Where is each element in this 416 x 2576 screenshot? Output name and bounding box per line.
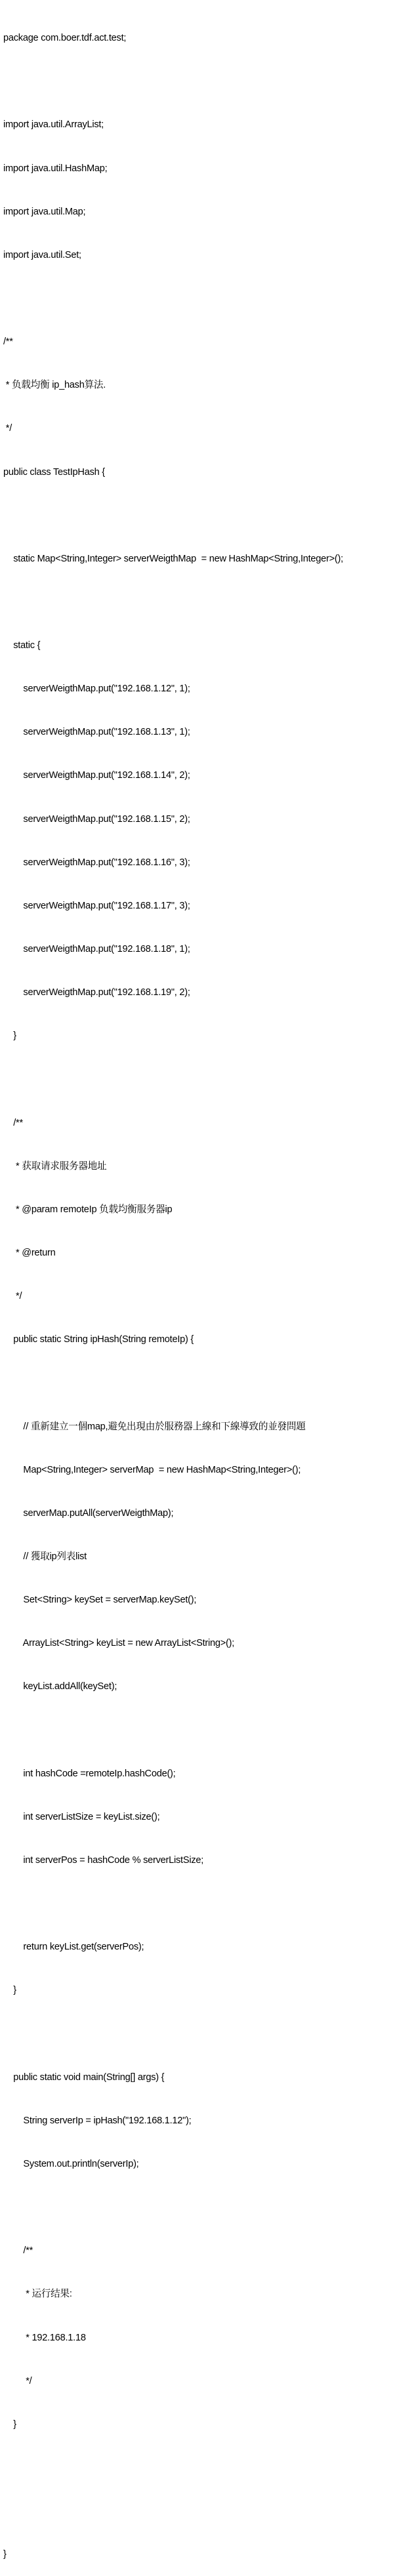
code-line: * 运行结果: (3, 2289, 72, 2300)
code-line (3, 74, 413, 89)
code-line: serverWeigthMap.put("192.168.1.16", 3); (3, 857, 190, 868)
code-line: } (3, 2419, 16, 2430)
code-line (3, 508, 413, 523)
code-line: static Map<String,Integer> serverWeigthMap = new HashMap<String,Integer>(); (3, 553, 343, 564)
code-line: * 负载均衡 ip_hash算法. (3, 380, 106, 391)
code-line: keyList.addAll(keySet); (3, 1681, 117, 1692)
code-line: public static String ipHash(String remoteIp) { (3, 1334, 194, 1345)
code-line: serverWeigthMap.put("192.168.1.18", 1); (3, 944, 190, 955)
code-line: * @return (3, 1248, 56, 1259)
code-line (3, 1376, 413, 1390)
code-line (3, 595, 413, 609)
code-line: serverWeigthMap.put("192.168.1.15", 2); (3, 813, 190, 825)
code-line: System.out.println(serverIp); (3, 2158, 139, 2169)
code-line: */ (3, 2375, 32, 2386)
code-line: Set<String> keySet = serverMap.keySet(); (3, 1595, 197, 1606)
code-line: int serverListSize = keyList.size(); (3, 1811, 160, 1822)
code-line (3, 2504, 413, 2518)
code-line: // 重新建立一個map,避免出現由於服務器上線和下線導致的並發問題 (3, 1421, 306, 1432)
code-line: serverWeigthMap.put("192.168.1.17", 3); (3, 900, 190, 911)
code-line: serverWeigthMap.put("192.168.1.14", 2); (3, 770, 190, 781)
code-line: serverMap.putAll(serverWeigthMap); (3, 1507, 174, 1519)
code-line: import java.util.Set; (3, 249, 81, 260)
code-line (3, 2027, 413, 2041)
code-line: Map<String,Integer> serverMap = new HashMap<String,Integer>(); (3, 1464, 301, 1475)
code-line: public class TestIpHash { (3, 466, 105, 478)
code-line (3, 291, 413, 306)
code-line: // 獲取ip列表list (3, 1551, 87, 1563)
code-listing (3, 2, 413, 2576)
code-line: } (3, 1031, 16, 1042)
code-line: * @param remoteIp 负载均衡服务器ip (3, 1204, 173, 1215)
code-line: import java.util.Map; (3, 206, 86, 217)
code-line: package com.boer.tdf.act.test; (3, 33, 127, 44)
code-line: } (3, 2549, 7, 2560)
code-line: ArrayList<String> keyList = new ArrayList<String>(); (3, 1638, 235, 1649)
code-line (3, 2200, 413, 2215)
code-line: */ (3, 1291, 22, 1302)
code-line: String serverIp = ipHash("192.168.1.12"); (3, 2115, 192, 2126)
code-line (3, 1723, 413, 1738)
code-line (3, 1072, 413, 1086)
code-line: */ (3, 423, 12, 434)
code-line: } (3, 1985, 16, 1996)
code-line: return keyList.get(serverPos); (3, 1942, 144, 1953)
code-line (3, 2461, 413, 2475)
code-line: serverWeigthMap.put("192.168.1.12", 1); (3, 684, 190, 695)
code-line: /** (3, 337, 13, 348)
code-line: int hashCode =remoteIp.hashCode(); (3, 1768, 176, 1779)
code-line: serverWeigthMap.put("192.168.1.19", 2); (3, 987, 190, 998)
code-line (3, 1896, 413, 1911)
code-line: /** (3, 2245, 33, 2257)
code-line: * 获取请求服务器地址 (3, 1160, 107, 1172)
code-line: /** (3, 1117, 23, 1128)
code-line: import java.util.HashMap; (3, 163, 108, 174)
code-line: serverWeigthMap.put("192.168.1.13", 1); (3, 727, 190, 738)
code-line: static { (3, 640, 41, 651)
code-line: * 192.168.1.18 (3, 2332, 86, 2343)
code-line: public static void main(String[] args) { (3, 2072, 165, 2083)
code-line: int serverPos = hashCode % serverListSize; (3, 1855, 204, 1866)
code-line: import java.util.ArrayList; (3, 119, 104, 131)
